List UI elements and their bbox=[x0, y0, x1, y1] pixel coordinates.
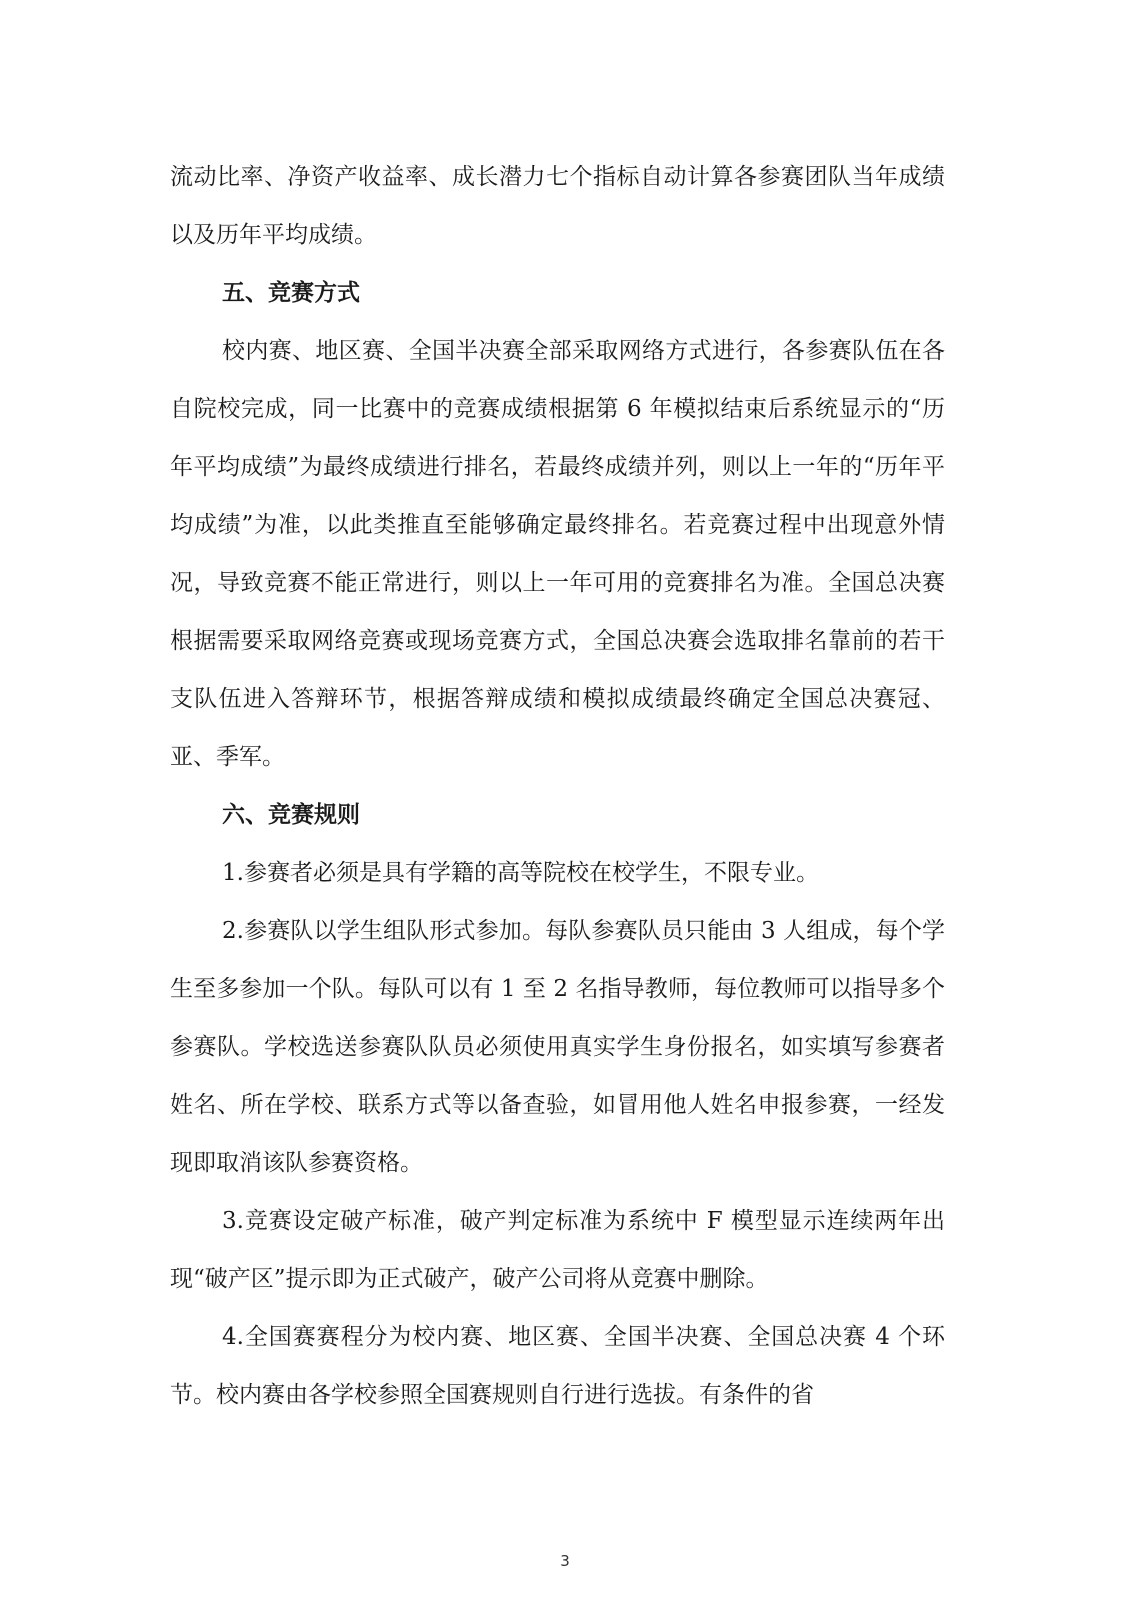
rule-item-2: 2.参赛队以学生组队形式参加。每队参赛队员只能由 3 人组成，每个学生至多参加一个队。每队可以有 1 至 2 名指导教师，每位教师可以指导多个参赛队。学校选送参赛队队员必须使用真实学生身份报名，如实填写参赛者姓名、所在学校、联系方式等以备查验，如冒用他人姓名申报参赛，一经发现即取消该队参赛资格。 bbox=[170, 918, 945, 1176]
section-heading-competition-method: 五、竞赛方式 bbox=[222, 279, 360, 306]
paragraph-competition-method: 校内赛、地区赛、全国半决赛全部采取网络方式进行，各参赛队伍在各自院校完成，同一比赛中的竞赛成绩根据第 6 年模拟结束后系统显示的“历年平均成绩”为最终成绩进行排名，若最终成绩并列，则以上一年的“历年平均成绩”为准，以此类推直至能够确定最终排名。若竞赛过程中出现意外情况，导致竞赛不能正常进行，则以上一年可用的竞赛排名为准。全国总决赛根据需要采取网络竞赛或现场竞赛方式，全国总决赛会选取排名靠前的若干支队伍进入答辩环节，根据答辩成绩和模拟成绩最终确定全国总决赛冠、亚、季军。 bbox=[170, 338, 945, 770]
section-heading-competition-rules: 六、竞赛规则 bbox=[222, 801, 360, 828]
document-body bbox=[170, 148, 945, 1424]
rule-item-3: 3.竞赛设定破产标准，破产判定标准为系统中 F 模型显示连续两年出现“破产区”提示即为正式破产，破产公司将从竞赛中删除。 bbox=[170, 1208, 945, 1292]
paragraph-continuation: 流动比率、净资产收益率、成长潜力七个指标自动计算各参赛团队当年成绩以及历年平均成绩。 bbox=[170, 164, 945, 248]
rule-item-1: 1.参赛者必须是具有学籍的高等院校在校学生，不限专业。 bbox=[222, 860, 819, 886]
rule-item-4: 4.全国赛赛程分为校内赛、地区赛、全国半决赛、全国总决赛 4 个环节。校内赛由各学校参照全国赛规则自行进行选拔。有条件的省 bbox=[170, 1324, 945, 1408]
page-number: 3 bbox=[560, 1552, 570, 1570]
